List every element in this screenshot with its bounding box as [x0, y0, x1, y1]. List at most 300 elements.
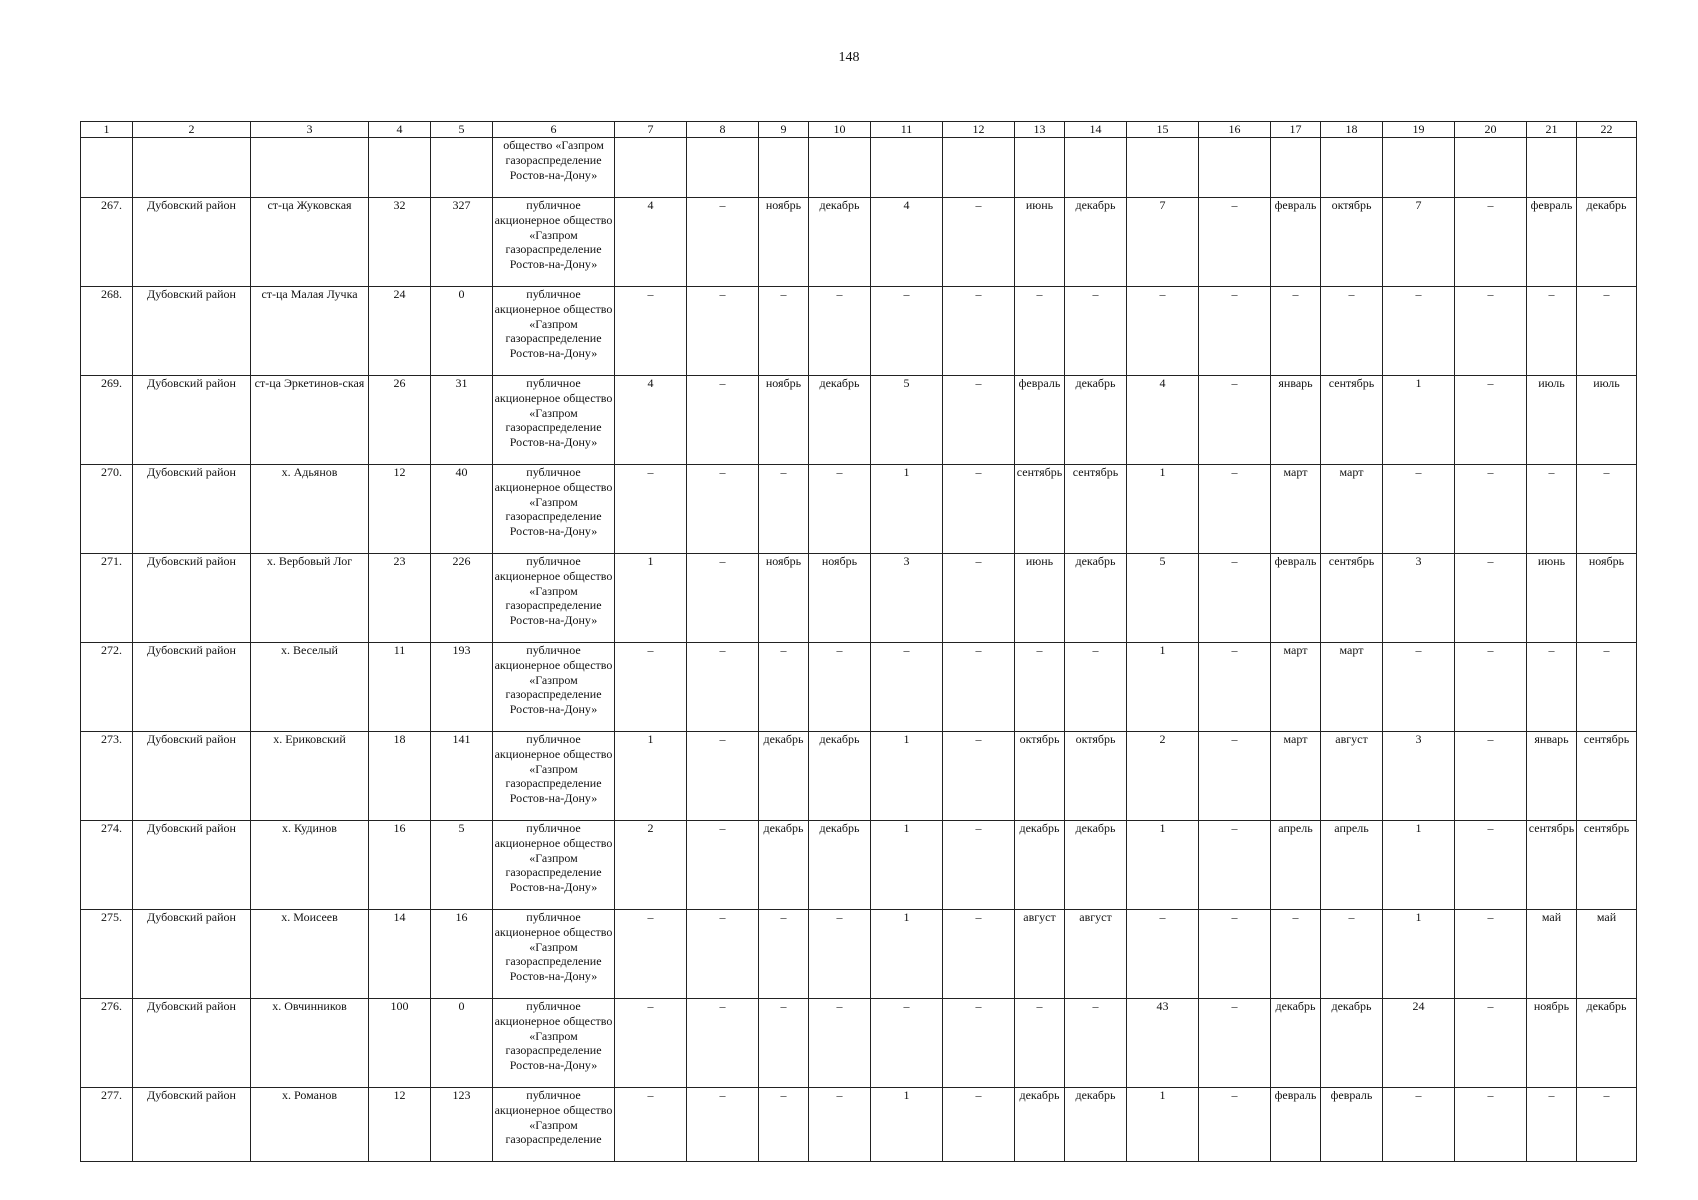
- table-cell: –: [1199, 465, 1271, 554]
- table-cell: –: [943, 643, 1015, 732]
- district-cell: Дубовский район: [133, 465, 251, 554]
- column-header: 14: [1065, 122, 1127, 138]
- table-cell: март: [1271, 643, 1321, 732]
- table-cell: декабрь: [1271, 999, 1321, 1088]
- table-cell: –: [1199, 732, 1271, 821]
- column-header: 1: [81, 122, 133, 138]
- table-cell: –: [1527, 287, 1577, 376]
- table-row: [81, 643, 1637, 732]
- table-cell: январь: [1271, 376, 1321, 465]
- table-cell: декабрь: [759, 821, 809, 910]
- table-cell: сентябрь: [1321, 554, 1383, 643]
- table-cell: май: [1527, 910, 1577, 999]
- table-cell: –: [943, 376, 1015, 465]
- table-cell: [871, 138, 943, 198]
- district-cell: Дубовский район: [133, 910, 251, 999]
- quantity-cell: 14: [369, 910, 431, 999]
- row-number-cell: 276.: [81, 999, 133, 1088]
- table-cell: октябрь: [1065, 732, 1127, 821]
- column-header: 10: [809, 122, 871, 138]
- table-cell: –: [1065, 643, 1127, 732]
- district-cell: Дубовский район: [133, 643, 251, 732]
- table-cell: 4: [615, 198, 687, 287]
- table-cell: [1015, 138, 1065, 198]
- table-cell: 4: [615, 376, 687, 465]
- table-cell: 5: [1127, 554, 1199, 643]
- table-row: [81, 732, 1637, 821]
- table-cell: 3: [1383, 554, 1455, 643]
- settlement-cell: ст-ца Эркетинов-ская: [251, 376, 369, 465]
- quantity-cell: 5: [431, 821, 493, 910]
- table-cell: –: [943, 465, 1015, 554]
- column-header: 7: [615, 122, 687, 138]
- table-cell: декабрь: [809, 821, 871, 910]
- quantity-cell: 0: [431, 287, 493, 376]
- table-cell: [1199, 138, 1271, 198]
- table-cell: сентябрь: [1577, 821, 1637, 910]
- district-cell: Дубовский район: [133, 1088, 251, 1162]
- table-cell: август: [1321, 732, 1383, 821]
- organization-cell: публичное акционерное общество «Газпром газораспределение: [493, 1088, 615, 1162]
- quantity-cell: 12: [369, 465, 431, 554]
- table-cell: –: [809, 999, 871, 1088]
- column-header: 22: [1577, 122, 1637, 138]
- organization-cell: публичное акционерное общество «Газпром газораспределение Ростов-на-Дону»: [493, 198, 615, 287]
- row-number-cell: 270.: [81, 465, 133, 554]
- continuation-row: [81, 138, 1637, 198]
- row-number-cell: 274.: [81, 821, 133, 910]
- table-cell: –: [1199, 554, 1271, 643]
- column-header: 5: [431, 122, 493, 138]
- table-cell: август: [1015, 910, 1065, 999]
- table-cell: февраль: [1527, 198, 1577, 287]
- table-cell: –: [1577, 643, 1637, 732]
- table-cell: –: [1127, 287, 1199, 376]
- table-cell: –: [1271, 287, 1321, 376]
- table-cell: –: [615, 999, 687, 1088]
- table-cell: декабрь: [1321, 999, 1383, 1088]
- table-cell: 4: [1127, 376, 1199, 465]
- table-cell: –: [687, 554, 759, 643]
- table-row: [81, 376, 1637, 465]
- column-header: 6: [493, 122, 615, 138]
- table-cell: –: [809, 287, 871, 376]
- table-cell: 1: [871, 910, 943, 999]
- quantity-cell: 23: [369, 554, 431, 643]
- table-cell: –: [943, 732, 1015, 821]
- table-cell: –: [1577, 1088, 1637, 1162]
- table-cell: –: [759, 465, 809, 554]
- table-cell: –: [759, 287, 809, 376]
- page-number: 148: [838, 50, 860, 65]
- table-cell: –: [687, 999, 759, 1088]
- table-cell: сентябрь: [1321, 376, 1383, 465]
- table-cell: 3: [1383, 732, 1455, 821]
- table-cell: 7: [1383, 198, 1455, 287]
- table-cell: [431, 138, 493, 198]
- table-cell: сентябрь: [1065, 465, 1127, 554]
- table-cell: [687, 138, 759, 198]
- table-cell: –: [1199, 376, 1271, 465]
- table-cell: январь: [1527, 732, 1577, 821]
- table-cell: 1: [871, 465, 943, 554]
- table-cell: –: [1577, 465, 1637, 554]
- quantity-cell: 100: [369, 999, 431, 1088]
- organization-cell: публичное акционерное общество «Газпром газораспределение Ростов-на-Дону»: [493, 465, 615, 554]
- table-cell: –: [1577, 287, 1637, 376]
- table-cell: –: [1455, 465, 1527, 554]
- column-header: 19: [1383, 122, 1455, 138]
- organization-cell: публичное акционерное общество «Газпром газораспределение Ростов-на-Дону»: [493, 376, 615, 465]
- table-cell: –: [687, 732, 759, 821]
- column-number-header: [81, 122, 1637, 138]
- column-header: 9: [759, 122, 809, 138]
- district-cell: Дубовский район: [133, 821, 251, 910]
- table-cell: [1321, 138, 1383, 198]
- table-cell: –: [943, 821, 1015, 910]
- table-cell: февраль: [1271, 1088, 1321, 1162]
- table-cell: –: [1455, 910, 1527, 999]
- row-number-cell: 275.: [81, 910, 133, 999]
- table-cell: –: [1455, 198, 1527, 287]
- table-row: [81, 999, 1637, 1088]
- settlement-cell: х. Овчинников: [251, 999, 369, 1088]
- table-cell: –: [1527, 643, 1577, 732]
- table-cell: 1: [615, 554, 687, 643]
- row-number-cell: 268.: [81, 287, 133, 376]
- table-cell: ноябрь: [759, 198, 809, 287]
- table-row: [81, 465, 1637, 554]
- table-cell: [1127, 138, 1199, 198]
- table-cell: –: [1065, 999, 1127, 1088]
- table-cell: –: [1199, 910, 1271, 999]
- quantity-cell: 226: [431, 554, 493, 643]
- table-cell: октябрь: [1015, 732, 1065, 821]
- table-cell: март: [1321, 643, 1383, 732]
- column-header: 18: [1321, 122, 1383, 138]
- table-cell: [369, 138, 431, 198]
- table-cell: [759, 138, 809, 198]
- table-cell: декабрь: [809, 198, 871, 287]
- table-cell: –: [1527, 1088, 1577, 1162]
- table-cell: апрель: [1271, 821, 1321, 910]
- table-cell: 1: [1383, 910, 1455, 999]
- table-cell: декабрь: [809, 376, 871, 465]
- table-cell: [81, 138, 133, 198]
- district-cell: Дубовский район: [133, 287, 251, 376]
- column-header: 2: [133, 122, 251, 138]
- column-header: 16: [1199, 122, 1271, 138]
- table-cell: –: [687, 465, 759, 554]
- table-cell: декабрь: [1015, 1088, 1065, 1162]
- table-cell: 43: [1127, 999, 1199, 1088]
- quantity-cell: 31: [431, 376, 493, 465]
- table-cell: –: [759, 1088, 809, 1162]
- table-cell: [615, 138, 687, 198]
- table-cell: [809, 138, 871, 198]
- table-cell: –: [809, 1088, 871, 1162]
- column-header: 3: [251, 122, 369, 138]
- organization-cell: публичное акционерное общество «Газпром газораспределение Ростов-на-Дону»: [493, 287, 615, 376]
- quantity-cell: 123: [431, 1088, 493, 1162]
- table-cell: –: [1127, 910, 1199, 999]
- table-cell: 1: [1127, 821, 1199, 910]
- district-cell: Дубовский район: [133, 554, 251, 643]
- table-cell: –: [1199, 198, 1271, 287]
- table-row: [81, 287, 1637, 376]
- table-cell: –: [687, 643, 759, 732]
- table-cell: [133, 138, 251, 198]
- table-cell: –: [1199, 999, 1271, 1088]
- quantity-cell: 193: [431, 643, 493, 732]
- table-cell: –: [615, 1088, 687, 1162]
- table-cell: 2: [1127, 732, 1199, 821]
- table-cell: март: [1271, 732, 1321, 821]
- table-cell: [1577, 138, 1637, 198]
- table-cell: декабрь: [1065, 198, 1127, 287]
- table-cell: октябрь: [1321, 198, 1383, 287]
- table-cell: март: [1321, 465, 1383, 554]
- table-cell: –: [1271, 910, 1321, 999]
- table-cell: –: [943, 198, 1015, 287]
- district-cell: Дубовский район: [133, 198, 251, 287]
- table-cell: ноябрь: [759, 554, 809, 643]
- table-cell: –: [809, 643, 871, 732]
- table-cell: –: [1455, 821, 1527, 910]
- table-cell: 1: [1127, 465, 1199, 554]
- table-cell: июнь: [1015, 554, 1065, 643]
- gasification-schedule-table: [80, 121, 1637, 1162]
- table-cell: –: [687, 821, 759, 910]
- quantity-cell: 0: [431, 999, 493, 1088]
- row-number-cell: 267.: [81, 198, 133, 287]
- organization-cell: публичное акционерное общество «Газпром газораспределение Ростов-на-Дону»: [493, 910, 615, 999]
- column-header: 20: [1455, 122, 1527, 138]
- table-row: [81, 910, 1637, 999]
- table-cell: –: [871, 999, 943, 1088]
- table-cell: 1: [1383, 376, 1455, 465]
- table-cell: –: [1383, 287, 1455, 376]
- settlement-cell: х. Веселый: [251, 643, 369, 732]
- table-cell: –: [943, 1088, 1015, 1162]
- table-cell: 1: [1383, 821, 1455, 910]
- table-row: [81, 554, 1637, 643]
- table-cell: 24: [1383, 999, 1455, 1088]
- quantity-cell: 16: [369, 821, 431, 910]
- table-cell: [251, 138, 369, 198]
- table-cell: –: [615, 643, 687, 732]
- organization-cell: публичное акционерное общество «Газпром газораспределение Ростов-на-Дону»: [493, 643, 615, 732]
- quantity-cell: 141: [431, 732, 493, 821]
- table-cell: август: [1065, 910, 1127, 999]
- table-cell: декабрь: [1577, 999, 1637, 1088]
- column-header: 17: [1271, 122, 1321, 138]
- table-cell: декабрь: [1065, 1088, 1127, 1162]
- table-cell: [1065, 138, 1127, 198]
- settlement-cell: х. Моисеев: [251, 910, 369, 999]
- table-cell: 1: [1127, 643, 1199, 732]
- table-cell: 3: [871, 554, 943, 643]
- table-cell: февраль: [1271, 554, 1321, 643]
- table-cell: –: [809, 910, 871, 999]
- table-cell: –: [871, 287, 943, 376]
- table-cell: декабрь: [1577, 198, 1637, 287]
- table-cell: –: [1199, 287, 1271, 376]
- table-cell: –: [1199, 643, 1271, 732]
- table-cell: [943, 138, 1015, 198]
- quantity-cell: 32: [369, 198, 431, 287]
- table-cell: декабрь: [1065, 821, 1127, 910]
- table-cell: май: [1577, 910, 1637, 999]
- table-cell: –: [1383, 643, 1455, 732]
- table-cell: –: [615, 465, 687, 554]
- table-cell: декабрь: [809, 732, 871, 821]
- table-cell: –: [759, 643, 809, 732]
- table-cell: 1: [871, 732, 943, 821]
- table-cell: июль: [1577, 376, 1637, 465]
- row-number-cell: 271.: [81, 554, 133, 643]
- table-cell: –: [687, 910, 759, 999]
- table-cell: –: [615, 910, 687, 999]
- quantity-cell: 327: [431, 198, 493, 287]
- table-cell: –: [809, 465, 871, 554]
- table-cell: март: [1271, 465, 1321, 554]
- table-cell: –: [1455, 732, 1527, 821]
- table-cell: 1: [1127, 1088, 1199, 1162]
- table-cell: декабрь: [1015, 821, 1065, 910]
- table-cell: [1383, 138, 1455, 198]
- table-cell: июнь: [1015, 198, 1065, 287]
- table-cell: –: [687, 287, 759, 376]
- organization-cell: публичное акционерное общество «Газпром газораспределение Ростов-на-Дону»: [493, 554, 615, 643]
- settlement-cell: ст-ца Жуковская: [251, 198, 369, 287]
- quantity-cell: 24: [369, 287, 431, 376]
- row-number-cell: 273.: [81, 732, 133, 821]
- row-number-cell: 269.: [81, 376, 133, 465]
- quantity-cell: 12: [369, 1088, 431, 1162]
- quantity-cell: 16: [431, 910, 493, 999]
- table-cell: –: [1527, 465, 1577, 554]
- table-cell: февраль: [1015, 376, 1065, 465]
- settlement-cell: х. Адьянов: [251, 465, 369, 554]
- table-cell: –: [871, 643, 943, 732]
- table-cell: –: [943, 910, 1015, 999]
- row-number-cell: 277.: [81, 1088, 133, 1162]
- column-header: 15: [1127, 122, 1199, 138]
- column-header: 12: [943, 122, 1015, 138]
- table-cell: июнь: [1527, 554, 1577, 643]
- column-header: 8: [687, 122, 759, 138]
- table-cell: –: [943, 554, 1015, 643]
- table-cell: 7: [1127, 198, 1199, 287]
- table-cell: –: [759, 999, 809, 1088]
- organization-cell: публичное акционерное общество «Газпром газораспределение Ростов-на-Дону»: [493, 732, 615, 821]
- settlement-cell: х. Вербовый Лог: [251, 554, 369, 643]
- table-cell: –: [1015, 643, 1065, 732]
- table-cell: 4: [871, 198, 943, 287]
- table-cell: –: [687, 376, 759, 465]
- table-cell: февраль: [1271, 198, 1321, 287]
- table-cell: –: [1321, 910, 1383, 999]
- quantity-cell: 18: [369, 732, 431, 821]
- table-cell: [1527, 138, 1577, 198]
- table-cell: сентябрь: [1527, 821, 1577, 910]
- table-cell: –: [1065, 287, 1127, 376]
- table-cell: 2: [615, 821, 687, 910]
- table-cell: 1: [615, 732, 687, 821]
- table-cell: июль: [1527, 376, 1577, 465]
- settlement-cell: х. Кудинов: [251, 821, 369, 910]
- table-cell: [1271, 138, 1321, 198]
- settlement-cell: ст-ца Малая Лучка: [251, 287, 369, 376]
- district-cell: Дубовский район: [133, 999, 251, 1088]
- table-cell: –: [1455, 376, 1527, 465]
- table-cell: –: [1455, 287, 1527, 376]
- organization-cell: публичное акционерное общество «Газпром газораспределение Ростов-на-Дону»: [493, 999, 615, 1088]
- column-header: 21: [1527, 122, 1577, 138]
- column-header: 13: [1015, 122, 1065, 138]
- table-cell: –: [1321, 287, 1383, 376]
- table-cell: ноябрь: [1527, 999, 1577, 1088]
- column-header: 11: [871, 122, 943, 138]
- table-row: [81, 198, 1637, 287]
- table-cell: –: [1455, 999, 1527, 1088]
- table-cell: –: [1199, 821, 1271, 910]
- table-cell: –: [1383, 465, 1455, 554]
- table-cell: ноябрь: [1577, 554, 1637, 643]
- table-cell: 5: [871, 376, 943, 465]
- quantity-cell: 26: [369, 376, 431, 465]
- table-cell: февраль: [1321, 1088, 1383, 1162]
- table-cell: –: [1455, 1088, 1527, 1162]
- quantity-cell: 40: [431, 465, 493, 554]
- row-number-cell: 272.: [81, 643, 133, 732]
- settlement-cell: х. Романов: [251, 1088, 369, 1162]
- organization-cell: общество «Газпром газораспределение Ростов-на-Дону»: [493, 138, 615, 198]
- table-cell: –: [1383, 1088, 1455, 1162]
- table-cell: апрель: [1321, 821, 1383, 910]
- table-cell: ноябрь: [809, 554, 871, 643]
- table-row: [81, 1088, 1637, 1162]
- table-cell: ноябрь: [759, 376, 809, 465]
- quantity-cell: 11: [369, 643, 431, 732]
- table-cell: –: [1455, 643, 1527, 732]
- table-cell: [1455, 138, 1527, 198]
- table-cell: –: [1015, 999, 1065, 1088]
- table-cell: –: [1455, 554, 1527, 643]
- table-cell: –: [687, 1088, 759, 1162]
- table-cell: декабрь: [759, 732, 809, 821]
- table-cell: –: [1015, 287, 1065, 376]
- organization-cell: публичное акционерное общество «Газпром газораспределение Ростов-на-Дону»: [493, 821, 615, 910]
- district-cell: Дубовский район: [133, 376, 251, 465]
- table-cell: 1: [871, 821, 943, 910]
- table-row: [81, 821, 1637, 910]
- table-cell: –: [759, 910, 809, 999]
- table-cell: –: [943, 999, 1015, 1088]
- table-cell: –: [615, 287, 687, 376]
- table-cell: сентябрь: [1577, 732, 1637, 821]
- table-cell: –: [943, 287, 1015, 376]
- table-cell: декабрь: [1065, 376, 1127, 465]
- table-cell: 1: [871, 1088, 943, 1162]
- district-cell: Дубовский район: [133, 732, 251, 821]
- table-cell: –: [1199, 1088, 1271, 1162]
- column-header: 4: [369, 122, 431, 138]
- table-cell: –: [687, 198, 759, 287]
- table-cell: декабрь: [1065, 554, 1127, 643]
- settlement-cell: х. Ериковский: [251, 732, 369, 821]
